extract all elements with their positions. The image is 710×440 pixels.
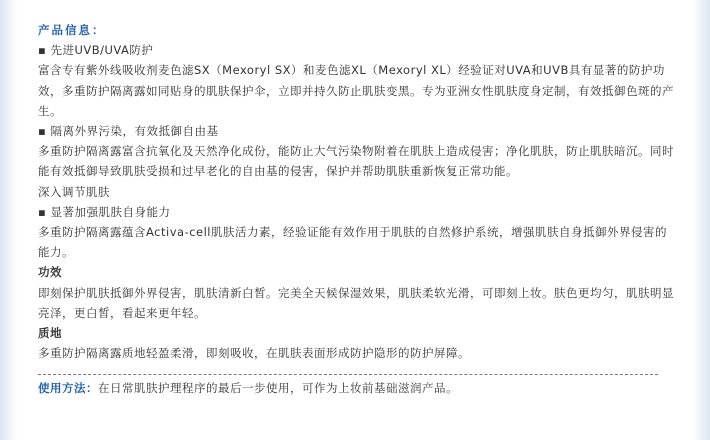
product-info-panel: [38, 20, 678, 399]
effect-heading: 功效: [38, 265, 62, 280]
subheading-skin-regulation: 深入调节肌肤: [38, 184, 110, 199]
usage-label: 使用方法：: [38, 381, 98, 396]
paragraph-skin-ability: 多重防护隔离露蕴含Activa-cell肌肤活力素，经验证能有效作用于肌肤的自然修护系统，增强肌肤自身抵御外界侵害的能力。: [38, 225, 667, 260]
bullet-uv-protection: ▪ 先进UVB/UVA防护: [38, 43, 154, 58]
texture-text: 多重防护隔离露质地轻盈柔滑，即刻吸收，在肌肤表面形成防护隐形的防护屏障。: [38, 346, 470, 361]
bullet-skin-ability: ▪ 显著加强肌肤自身能力: [38, 204, 171, 219]
dashed-divider: [38, 364, 658, 375]
paragraph-uv-protection: 富含专有紫外线吸收剂麦色滤SX（Mexoryl SX）和麦色滤XL（Mexoryl XL）经验证对UVA和UVB具有显著的防护功效，多重防护隔离露如同贴身的肌肤保护伞，立即并持久防止肌肤变黑。专为亚洲女性肌肤度身定制，有效抵御色斑的产生。: [38, 63, 674, 118]
usage-text: 在日常肌肤护理程序的最后一步使用，可作为上妆前基础滋润产品。: [98, 381, 458, 396]
effect-text: 即刻保护肌肤抵御外界侵害，肌肤清新白皙。完美全天候保湿效果，肌肤柔软光滑，可即刻上妆。肤色更均匀，肌肤明显亮泽，更白皙，看起来更年轻。: [38, 285, 674, 320]
usage-line: [38, 378, 678, 398]
texture-heading: 质地: [38, 326, 62, 341]
section-title: 产品信息：: [38, 23, 106, 37]
bullet-pollution: ▪ 隔离外界污染，有效抵御自由基: [38, 124, 219, 139]
paragraph-pollution: 多重防护隔离露富含抗氧化及天然净化成份，能防止大气污染物附着在肌肤上造成侵害；净化肌肤，防止肌肤暗沉。同时能有效抵御导致肌肤受损和过早老化的自由基的侵害，保护并帮助肌肤重新恢复正常功能。: [38, 144, 674, 179]
